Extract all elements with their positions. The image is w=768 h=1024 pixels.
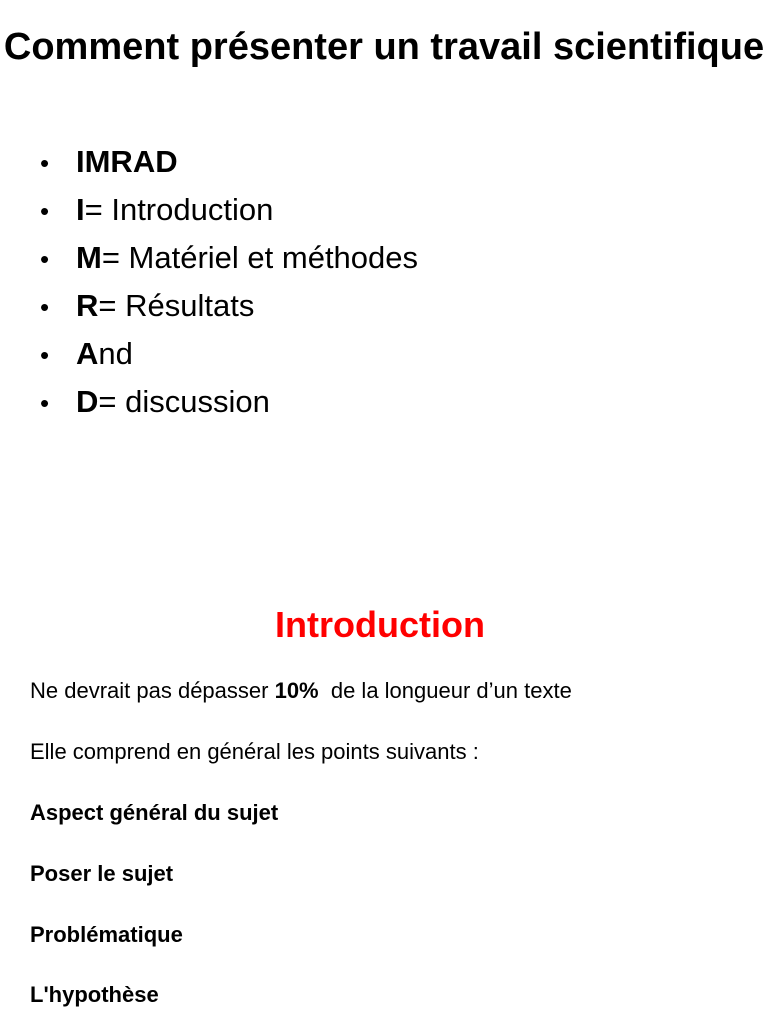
- bullet-text: nd: [98, 336, 133, 371]
- bullet-item-discussion: [40, 378, 418, 426]
- length-note: [30, 676, 572, 706]
- point-item: Problématique: [30, 922, 183, 947]
- length-note-percent: 10%: [274, 678, 319, 703]
- introduction-heading: Introduction: [275, 604, 485, 645]
- bullet-item-imrad: [40, 138, 418, 186]
- bullet-dot-icon: •: [40, 148, 50, 178]
- point-item: Poser le sujet: [30, 861, 174, 886]
- bullet-text: = discussion: [98, 384, 270, 419]
- slide-title: Comment présenter un travail scientifique: [3, 26, 765, 68]
- bullet-item-results: [40, 282, 418, 330]
- bullet-dot-icon: •: [40, 340, 50, 370]
- bullet-strong-text: D: [76, 384, 99, 419]
- bullet-item-introduction: [40, 186, 418, 234]
- length-note-after: de la longueur d’un texte: [318, 678, 572, 703]
- bullet-item-methods: [40, 234, 418, 282]
- imrad-bullet-list: [40, 138, 418, 426]
- length-note-before: Ne devrait pas dépasser: [30, 678, 275, 703]
- bullet-dot-icon: •: [40, 196, 50, 226]
- point-item: L'hypothèse: [30, 982, 159, 1007]
- bullet-strong-text: R: [76, 288, 99, 323]
- bullet-dot-icon: •: [40, 388, 50, 418]
- bullet-item-and: [40, 330, 418, 378]
- bullet-text: = Introduction: [84, 192, 274, 227]
- bullet-text: = Résultats: [98, 288, 255, 323]
- point-item: Aspect général du sujet: [30, 800, 279, 825]
- bullet-strong-text: IMRAD: [76, 144, 178, 179]
- bullet-strong-text: M: [76, 240, 102, 275]
- bullet-text: = Matériel et méthodes: [101, 240, 419, 275]
- bullet-strong-text: I: [76, 192, 85, 227]
- bullet-dot-icon: •: [40, 292, 50, 322]
- points-intro: Elle comprend en général les points suivants :: [30, 739, 479, 764]
- bullet-strong-text: A: [76, 336, 99, 371]
- bullet-dot-icon: •: [40, 244, 50, 274]
